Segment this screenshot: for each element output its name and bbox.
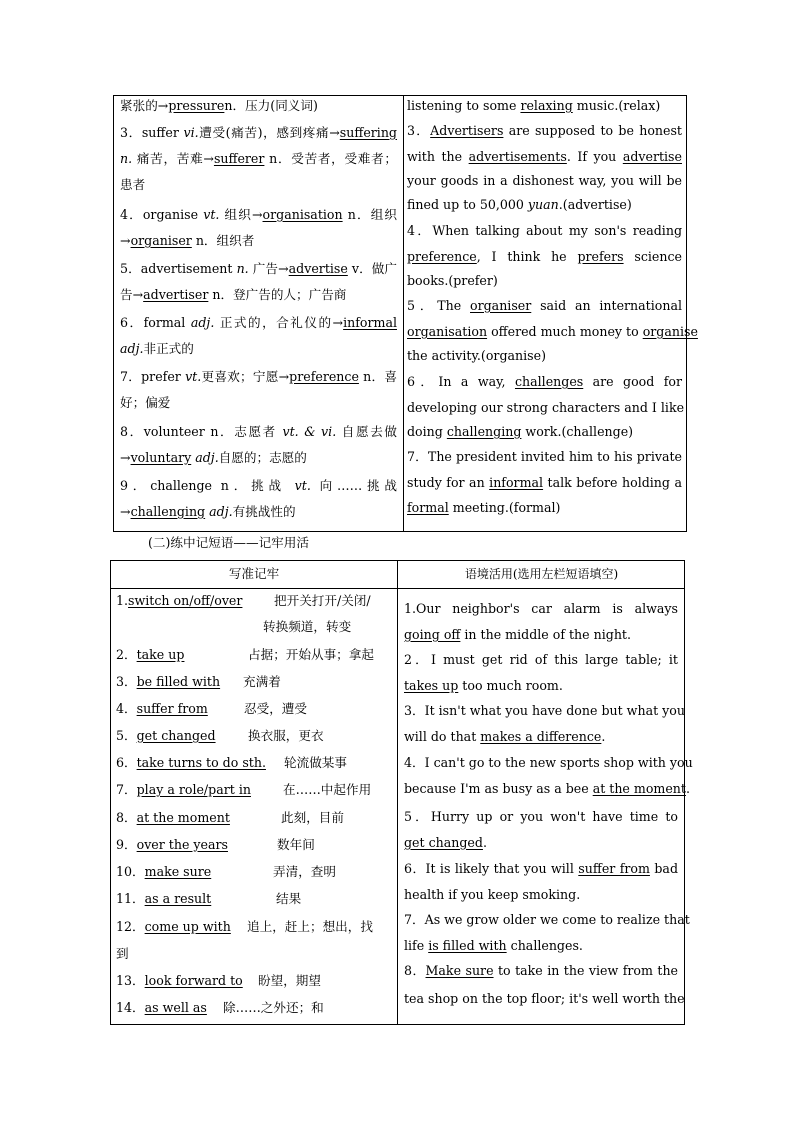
answer-blank: challenging <box>446 424 522 439</box>
answer-blank: prefers <box>577 249 624 264</box>
text-segment: challenges. <box>506 938 583 953</box>
text-segment: → <box>120 450 131 465</box>
text-segment: vt. & vi. <box>282 424 337 439</box>
phrase-item-13 <box>116 973 243 989</box>
entry-item-9-cont <box>120 504 296 520</box>
sentence-6-cont <box>407 400 685 416</box>
header-left: 写准记牢 <box>228 566 280 581</box>
answer-blank: pressure <box>168 98 225 113</box>
text-segment: books.(prefer) <box>407 273 498 288</box>
answer-blank: organisation <box>262 207 343 222</box>
phrase-item-2 <box>116 647 184 663</box>
text-segment: adj. <box>205 504 233 519</box>
answer-blank: advertise <box>622 149 682 164</box>
answer-blank: relaxing <box>520 98 573 113</box>
answer-blank: formal <box>407 500 449 515</box>
answer-blank: informal <box>489 475 544 490</box>
text-segment: 自愿去做 <box>336 424 397 439</box>
sentence-4-cont <box>407 273 498 289</box>
text-segment: 有挑战性的 <box>232 504 296 519</box>
phrase: as well as <box>144 1000 207 1015</box>
section-title: (二)练中记短语——记牢用活 <box>148 535 309 550</box>
answer-blank: suffering <box>339 125 397 140</box>
phrase: play a role/part in <box>136 782 251 797</box>
phrase: look forward to <box>144 973 243 988</box>
sentence-line <box>407 98 660 114</box>
answer-blank: advertiser <box>143 287 209 302</box>
phrase-meaning: 忍受，遭受 <box>244 701 307 716</box>
text-segment: 紧张的→ <box>120 98 169 113</box>
context-sentence-4-cont <box>404 781 690 797</box>
answer-blank: Make sure <box>425 963 494 978</box>
text-segment: .(advertise) <box>558 197 632 212</box>
text-segment: 非正式的 <box>143 341 194 356</box>
phrase-item-12 <box>116 919 231 935</box>
text-segment: . <box>685 781 690 796</box>
entry-item-3-cont <box>120 151 397 167</box>
text-segment: the activity.(organise) <box>407 348 546 363</box>
text-segment: meeting.(formal) <box>448 500 561 515</box>
text-segment: vt. <box>185 369 202 384</box>
phrase-meaning: 充满着 <box>243 674 281 689</box>
text-segment: offered much money to <box>487 324 643 339</box>
phrase-item-11 <box>116 891 211 907</box>
vocabulary-table <box>113 95 698 532</box>
phrase-item-6 <box>116 755 266 771</box>
answer-blank: makes a difference <box>480 729 602 744</box>
answer-blank: preference <box>407 249 477 264</box>
context-sentence-1: 1.Our neighbor's car alarm is always <box>404 601 678 616</box>
phrase-meaning: 转换频道，转变 <box>263 619 352 634</box>
sentence-5 <box>407 298 682 314</box>
text-segment: n．压力(同义词) <box>224 98 318 113</box>
text-segment: 正式的，合礼仪的→ <box>214 315 344 330</box>
phrase-item-1 <box>116 593 242 609</box>
answer-blank: organisation <box>407 324 488 339</box>
sentence-7 <box>407 449 682 465</box>
text-segment: n．喜 <box>358 369 397 384</box>
context-sentence-2-cont <box>404 678 563 694</box>
phrase-meaning: 此刻，目前 <box>281 810 344 825</box>
phrase: suffer from <box>136 701 208 716</box>
phrase-meaning: 结果 <box>276 891 302 906</box>
text-segment: because I'm as busy as a bee <box>404 781 593 796</box>
text-segment: to take in the view from the <box>493 963 679 978</box>
text-segment: vt. <box>294 478 311 493</box>
text-segment: vi. <box>183 125 199 140</box>
text-segment: , I think he <box>476 249 578 264</box>
context-sentence-4: 4．I can't go to the new sports shop with you <box>404 755 693 770</box>
text-segment: vt. <box>203 207 220 222</box>
answer-blank: advertise <box>288 261 348 276</box>
context-sentence-3-cont <box>404 729 605 745</box>
text-segment: n．组织 <box>342 207 397 222</box>
phrase: get changed <box>136 728 216 743</box>
phrase-item-5 <box>116 728 216 744</box>
answer-blank: challenging <box>130 504 206 519</box>
text-segment: 11． <box>116 891 145 906</box>
text-segment: 好；偏爱 <box>120 395 171 410</box>
text-segment: yuan <box>527 197 559 212</box>
text-segment: 5． <box>116 728 137 743</box>
entry-item-5 <box>120 261 397 277</box>
text-segment: 痛苦，苦难→ <box>132 151 214 166</box>
phrase-meaning: 盼望，期望 <box>258 973 321 988</box>
answer-blank: get changed <box>404 835 483 850</box>
text-segment: 自愿的；志愿的 <box>218 450 307 465</box>
text-segment: n．受苦者，受难者； <box>264 151 397 166</box>
text-segment: 告→ <box>120 287 144 302</box>
phrase-meaning: 到 <box>116 946 129 961</box>
answer-blank: advertisements <box>468 149 567 164</box>
phrase-meaning: 弄清，查明 <box>273 864 336 879</box>
phrase-item-8 <box>116 810 230 826</box>
text-segment: talk before holding a <box>543 475 682 490</box>
phrase-meaning: 在……中起作用 <box>283 782 372 797</box>
context-sentence-8 <box>404 963 678 979</box>
text-segment: 10． <box>116 864 145 879</box>
text-segment: 更喜欢；宁愿→ <box>201 369 290 384</box>
text-segment: 组织→ <box>219 207 263 222</box>
text-segment: 4．organise <box>120 207 204 222</box>
text-segment: 5．The <box>407 298 471 313</box>
answer-blank: takes up <box>404 678 459 693</box>
phrase-item-4 <box>116 701 208 717</box>
text-segment: science <box>623 249 682 264</box>
text-segment: . <box>601 729 606 744</box>
answer-blank: informal <box>343 315 397 330</box>
text-segment: n. <box>236 261 249 276</box>
text-segment: adj. <box>190 315 215 330</box>
entry-item-6-cont <box>120 341 194 357</box>
sentence-3 <box>407 123 682 139</box>
text-segment: study for an <box>407 475 490 490</box>
text-segment: n．组织者 <box>191 233 255 248</box>
answer-blank: going off <box>404 627 461 642</box>
entry-item-4 <box>120 207 397 223</box>
column-divider <box>397 561 398 1024</box>
text-segment: will do that <box>404 729 481 744</box>
phrase-meaning: 占据；开始从事；拿起 <box>248 647 374 662</box>
phrase-meaning: 把开关打开/关闭/ <box>274 593 371 608</box>
phrase: take up <box>136 647 185 662</box>
text-segment: 患者 <box>120 177 146 192</box>
text-segment: 1. <box>116 593 129 608</box>
text-segment: 8． <box>116 810 137 825</box>
phrase-meaning: 追上，赶上；想出，找 <box>247 919 373 934</box>
sentence-3-cont <box>407 149 682 165</box>
phrase-item-9 <box>116 837 228 853</box>
phrase: at the moment <box>136 810 230 825</box>
sentence-3-cont <box>407 197 632 213</box>
text-segment: 7．prefer <box>120 369 186 384</box>
answer-blank: is filled with <box>428 938 507 953</box>
text-segment: n．登广告的人；广告商 <box>208 287 347 302</box>
text-segment: 9． <box>116 837 137 852</box>
text-segment: 4．When talking about my son's reading <box>407 223 682 238</box>
text-segment: → <box>120 233 131 248</box>
text-segment: 向……挑战 <box>310 478 397 493</box>
phrase-item-3 <box>116 674 220 690</box>
entry-item-9 <box>120 478 397 494</box>
phrase-meaning: 换衣服，更衣 <box>248 728 324 743</box>
text-segment: 6． <box>116 755 137 770</box>
phrase: be filled with <box>136 674 221 689</box>
entry-item-4-cont <box>120 233 254 249</box>
sentence-7-cont <box>407 475 682 491</box>
text-segment: said an international <box>531 298 682 313</box>
header-right: 语境活用(选用左栏短语填空) <box>464 567 619 581</box>
text-segment: doing <box>407 424 447 439</box>
answer-blank: voluntary <box>130 450 192 465</box>
text-segment: 7．The president invited him to his private <box>407 449 682 464</box>
text-segment: in the middle of the night. <box>460 627 631 642</box>
text-segment: developing our strong characters and I like <box>407 400 685 415</box>
text-segment: 14． <box>116 1000 145 1015</box>
entry-item-6 <box>120 315 397 331</box>
text-segment: 广告→ <box>248 261 289 276</box>
text-segment: bad <box>649 861 679 876</box>
phrase: come up with <box>144 919 231 934</box>
sentence-5-cont <box>407 324 698 340</box>
phrase-meaning: 轮流做某事 <box>284 755 347 770</box>
context-sentence-7-cont <box>404 938 583 954</box>
phrase-item-14 <box>116 1000 207 1016</box>
phrase: as a result <box>144 891 212 906</box>
text-segment: are good for <box>583 374 682 389</box>
text-segment: 6．formal <box>120 315 191 330</box>
answer-blank: organise <box>642 324 698 339</box>
text-segment: . <box>482 835 487 850</box>
entry-item-3-cont <box>120 177 145 193</box>
answer-blank: at the moment <box>592 781 686 796</box>
answer-blank: preference <box>289 369 359 384</box>
text-segment: 8． <box>404 963 426 978</box>
header-divider <box>111 588 684 589</box>
sentence-3-cont <box>407 173 682 189</box>
context-sentence-6 <box>404 861 678 877</box>
text-segment: 12． <box>116 919 145 934</box>
phrase-table <box>110 560 693 1025</box>
text-segment: adj. <box>120 341 144 356</box>
text-segment: 2． <box>116 647 137 662</box>
entry-item-3 <box>120 125 397 141</box>
sentence-4-cont <box>407 249 682 265</box>
answer-blank: organiser <box>130 233 192 248</box>
context-sentence-2: 2．I must get rid of this large table; it <box>404 652 678 667</box>
entry-item-5-cont <box>120 287 346 303</box>
sentence-6 <box>407 374 682 390</box>
text-segment: fined up to 50,000 <box>407 197 528 212</box>
text-segment: n. <box>120 151 133 166</box>
text-segment: 6．It is likely that you will <box>404 861 579 876</box>
text-segment: 8．volunteer n．志愿者 <box>120 424 283 439</box>
text-segment: . If you <box>566 149 623 164</box>
sentence-7-cont <box>407 500 560 516</box>
entry-item-8-cont <box>120 450 307 466</box>
answer-blank: Advertisers <box>430 123 504 138</box>
phrase-item-7 <box>116 782 251 798</box>
text-segment: 6．In a way, <box>407 374 515 389</box>
text-segment: 遭受(痛苦)，感到疼痛→ <box>198 125 340 140</box>
context-sentence-5: 5．Hurry up or you won't have time to <box>404 809 678 824</box>
phrase-meaning: 数年间 <box>277 837 315 852</box>
text-segment: 7． <box>116 782 137 797</box>
context-sentence-1-cont <box>404 627 631 643</box>
text-segment: work.(challenge) <box>521 424 634 439</box>
text-segment: 5．advertisement <box>120 261 237 276</box>
entry-line <box>120 98 318 114</box>
context-sentence-5-cont <box>404 835 487 851</box>
answer-blank: challenges <box>514 374 584 389</box>
phrase: over the years <box>136 837 228 852</box>
sentence-6-cont <box>407 424 633 440</box>
sentence-5-cont <box>407 348 546 364</box>
sentence-4 <box>407 223 682 239</box>
phrase: make sure <box>144 864 212 879</box>
text-segment: are supposed to be honest <box>503 123 682 138</box>
text-segment: with the <box>407 149 469 164</box>
text-segment: → <box>120 504 131 519</box>
text-segment: 3． <box>116 674 137 689</box>
text-segment: 9．challenge n．挑战 <box>120 478 295 493</box>
answer-blank: sufferer <box>213 151 265 166</box>
text-segment: 3． <box>407 123 431 138</box>
text-segment: 3．suffer <box>120 125 184 140</box>
context-sentence-8-cont: tea shop on the top floor; it's well worth the <box>404 991 685 1006</box>
phrase-meaning: 除……之外还；和 <box>223 1000 324 1015</box>
context-sentence-7: 7．As we grow older we come to realize that <box>404 912 690 927</box>
phrase: take turns to do sth. <box>136 755 266 770</box>
text-segment: v．做广 <box>347 261 398 276</box>
text-segment: adj. <box>191 450 219 465</box>
text-segment: 4． <box>116 701 137 716</box>
text-segment: life <box>404 938 429 953</box>
column-divider <box>403 96 404 531</box>
entry-item-7-cont <box>120 395 170 411</box>
text-segment: listening to some <box>407 98 521 113</box>
text-segment: music.(relax) <box>572 98 661 113</box>
context-sentence-6-cont: health if you keep smoking. <box>404 887 581 902</box>
answer-blank: organiser <box>470 298 532 313</box>
phrase-item-10 <box>116 864 211 880</box>
phrase: switch on/off/over <box>128 593 243 608</box>
text-segment: too much room. <box>458 678 563 693</box>
context-sentence-3: 3．It isn't what you have done but what you <box>404 703 685 718</box>
entry-item-8 <box>120 424 397 440</box>
text-segment: your goods in a dishonest way, you will be <box>407 173 682 188</box>
text-segment: 13． <box>116 973 145 988</box>
answer-blank: suffer from <box>578 861 650 876</box>
entry-item-7 <box>120 369 397 385</box>
